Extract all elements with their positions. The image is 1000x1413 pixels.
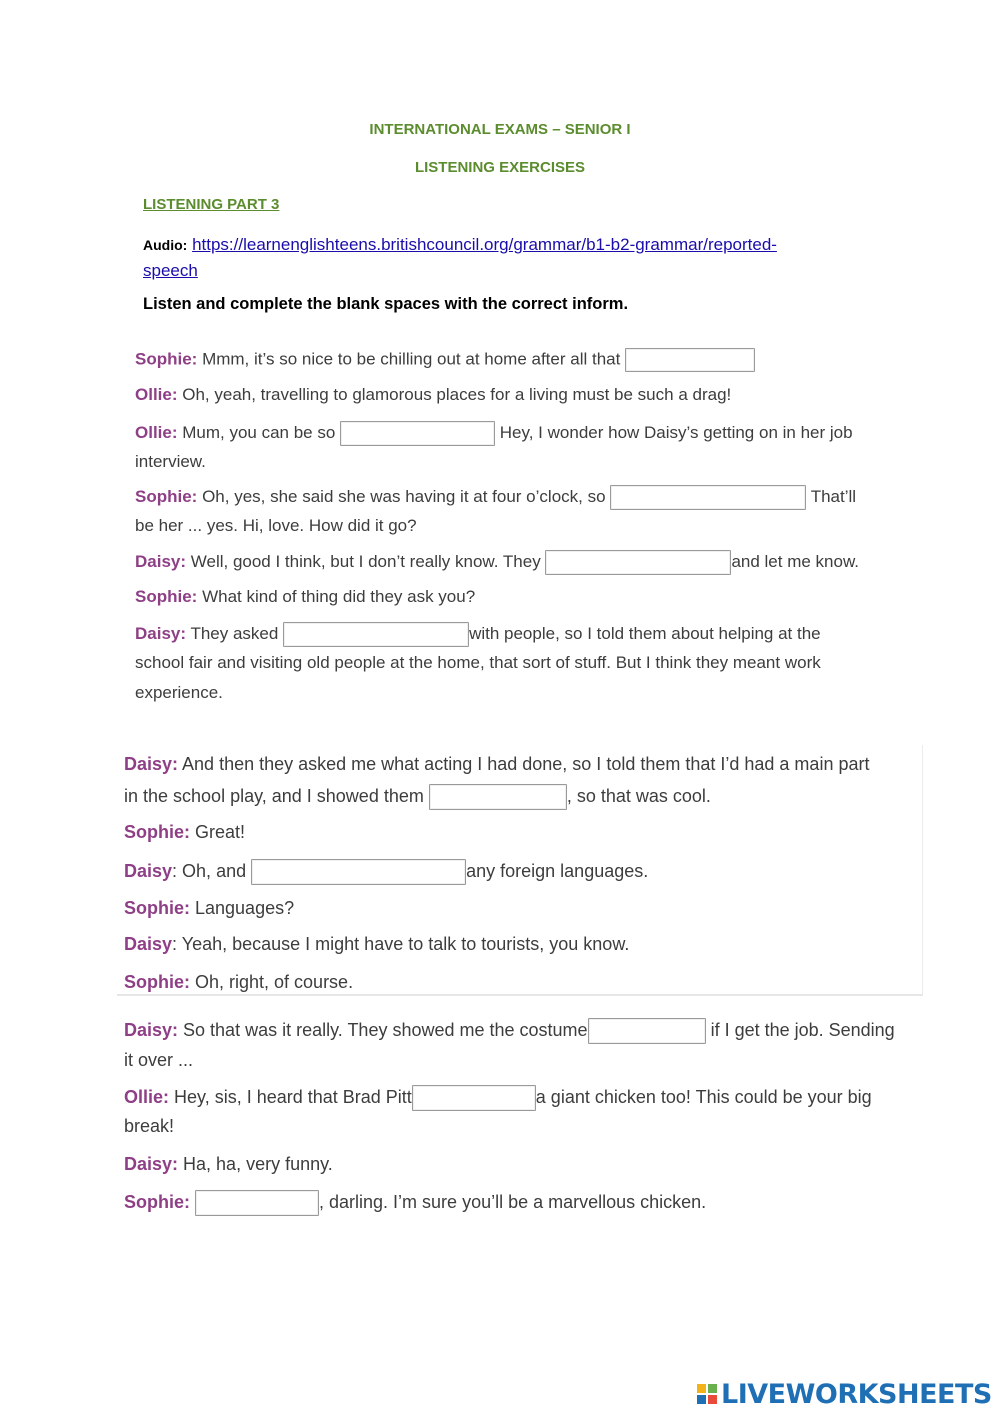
answer-blank-5[interactable] xyxy=(283,622,469,647)
line-text: Mum, you can be so xyxy=(177,422,341,442)
speaker-label: Sophie: xyxy=(135,349,198,369)
line-text: any foreign languages. xyxy=(466,860,649,881)
speaker-label: Ollie: xyxy=(135,422,178,442)
dialogue-line xyxy=(124,821,245,843)
speaker-label: Daisy: xyxy=(135,551,187,571)
line-text: Oh, right, of course. xyxy=(190,972,354,992)
dialogue-line: experience. xyxy=(135,683,223,702)
speaker-label: Daisy: xyxy=(124,1019,179,1040)
line-text: They asked xyxy=(186,623,284,643)
dialogue-line xyxy=(124,1153,333,1175)
dialogue-line: it over ... xyxy=(124,1050,194,1070)
dialogue-line xyxy=(135,485,856,510)
line-text: And then they asked me what acting I had done, so I told them that I’d had a main part xyxy=(178,754,870,774)
dialogue-line: be her ... yes. Hi, love. How did it go? xyxy=(135,516,417,535)
speaker-label: Sophie: xyxy=(135,486,198,506)
line-text: Hey, I wonder how Daisy’s getting on in her job xyxy=(495,422,853,442)
speaker-label: Daisy: xyxy=(124,754,179,774)
speaker-label: Sophie: xyxy=(124,822,190,842)
logo-square xyxy=(697,1395,706,1404)
dialogue-line xyxy=(124,1018,895,1044)
dialogue-line xyxy=(124,753,869,775)
line-text: : Yeah, because I might have to talk to tourists, you know. xyxy=(172,934,630,954)
speaker-label: Ollie: xyxy=(135,385,178,404)
dialogue-line: break! xyxy=(124,1116,175,1136)
section-heading: LISTENING PART 3 xyxy=(143,196,280,213)
dialogue-line xyxy=(124,784,711,810)
worksheet-subtitle: LISTENING EXERCISES xyxy=(414,159,586,176)
line-text: Ha, ha, very funny. xyxy=(178,1154,333,1174)
logo-square xyxy=(697,1384,706,1393)
dialogue-line xyxy=(135,586,475,608)
answer-blank-1[interactable] xyxy=(625,348,755,372)
line-text: : Oh, and xyxy=(172,860,252,881)
dialogue-line xyxy=(135,622,821,647)
liveworksheets-logo-icon xyxy=(697,1384,717,1404)
line-text: and let me know. xyxy=(731,551,860,571)
dialogue-line xyxy=(124,971,353,993)
speaker-label: Daisy xyxy=(124,934,173,954)
line-text: Languages? xyxy=(190,898,295,918)
logo-square xyxy=(708,1384,717,1393)
line-text: Well, good I think, but I don’t really know. They xyxy=(186,551,546,571)
line-text: in the school play, and I showed them xyxy=(124,785,429,806)
answer-blank-2[interactable] xyxy=(340,421,495,446)
dialogue-line: interview. xyxy=(135,452,206,471)
liveworksheets-logo xyxy=(697,1376,992,1412)
instructions: Listen and complete the blank spaces with the correct inform. xyxy=(143,295,629,313)
line-text: What kind of thing did they ask you? xyxy=(197,587,476,606)
line-text: , darling. I’m sure you’ll be a marvellous chicken. xyxy=(319,1191,707,1212)
line-text: if I get the job. Sending xyxy=(705,1019,895,1040)
audio-link-continued[interactable]: speech xyxy=(143,261,198,280)
dialogue-line xyxy=(124,933,629,955)
logo-text: LIVEWORKSHEETS xyxy=(721,1378,992,1410)
answer-blank-3[interactable] xyxy=(610,485,806,510)
answer-blank-8[interactable] xyxy=(588,1018,706,1044)
line-text: Hey, sis, I heard that Brad Pitt xyxy=(169,1086,412,1107)
line-text: with people, so I told them about helping at the xyxy=(469,623,821,643)
speaker-label: Sophie: xyxy=(124,898,190,918)
dialogue-line xyxy=(124,1085,872,1111)
line-text: a giant chicken too! This could be your big xyxy=(535,1086,872,1107)
speaker-label: Sophie: xyxy=(135,587,198,606)
dialogue-line: school fair and visiting old people at the home, that sort of stuff. But I think they meant work xyxy=(135,653,821,672)
speaker-label: Ollie: xyxy=(124,1086,170,1107)
answer-blank-6[interactable] xyxy=(429,784,567,810)
audio-link[interactable]: https://learnenglishteens.britishcouncil.org/grammar/b1-b2-grammar/reported- xyxy=(192,235,777,254)
line-text: , so that was cool. xyxy=(566,785,711,806)
speaker-label: Sophie: xyxy=(124,972,190,992)
speaker-label: Daisy xyxy=(124,860,173,881)
answer-blank-7[interactable] xyxy=(251,859,466,885)
dialogue-line xyxy=(124,897,294,919)
logo-square xyxy=(708,1395,717,1404)
dialogue-line xyxy=(135,348,755,372)
dialogue-line xyxy=(135,421,853,446)
answer-blank-10[interactable] xyxy=(195,1190,319,1216)
line-text: Great! xyxy=(190,822,246,842)
answer-blank-9[interactable] xyxy=(412,1085,536,1111)
dialogue-line xyxy=(124,1190,706,1216)
line-text: Oh, yes, she said she was having it at four o’clock, so xyxy=(197,486,611,506)
speaker-label: Daisy: xyxy=(124,1154,179,1174)
dialogue-line xyxy=(135,550,859,575)
line-text: That’ll xyxy=(806,486,857,506)
speaker-label: Daisy: xyxy=(135,623,187,643)
speaker-label: Sophie: xyxy=(124,1191,190,1212)
line-text: Mmm, it’s so nice to be chilling out at home after all that xyxy=(197,349,626,369)
dialogue-line xyxy=(135,384,731,406)
line-text: So that was it really. They showed me the costume xyxy=(178,1019,588,1040)
dialogue-line xyxy=(124,859,648,885)
answer-blank-4[interactable] xyxy=(545,550,731,575)
audio-line xyxy=(143,232,863,283)
line-text: Oh, yeah, travelling to glamorous places for a living must be such a drag! xyxy=(177,385,732,404)
audio-label: Audio: xyxy=(143,237,188,253)
worksheet-title: INTERNATIONAL EXAMS – SENIOR I xyxy=(369,121,631,138)
